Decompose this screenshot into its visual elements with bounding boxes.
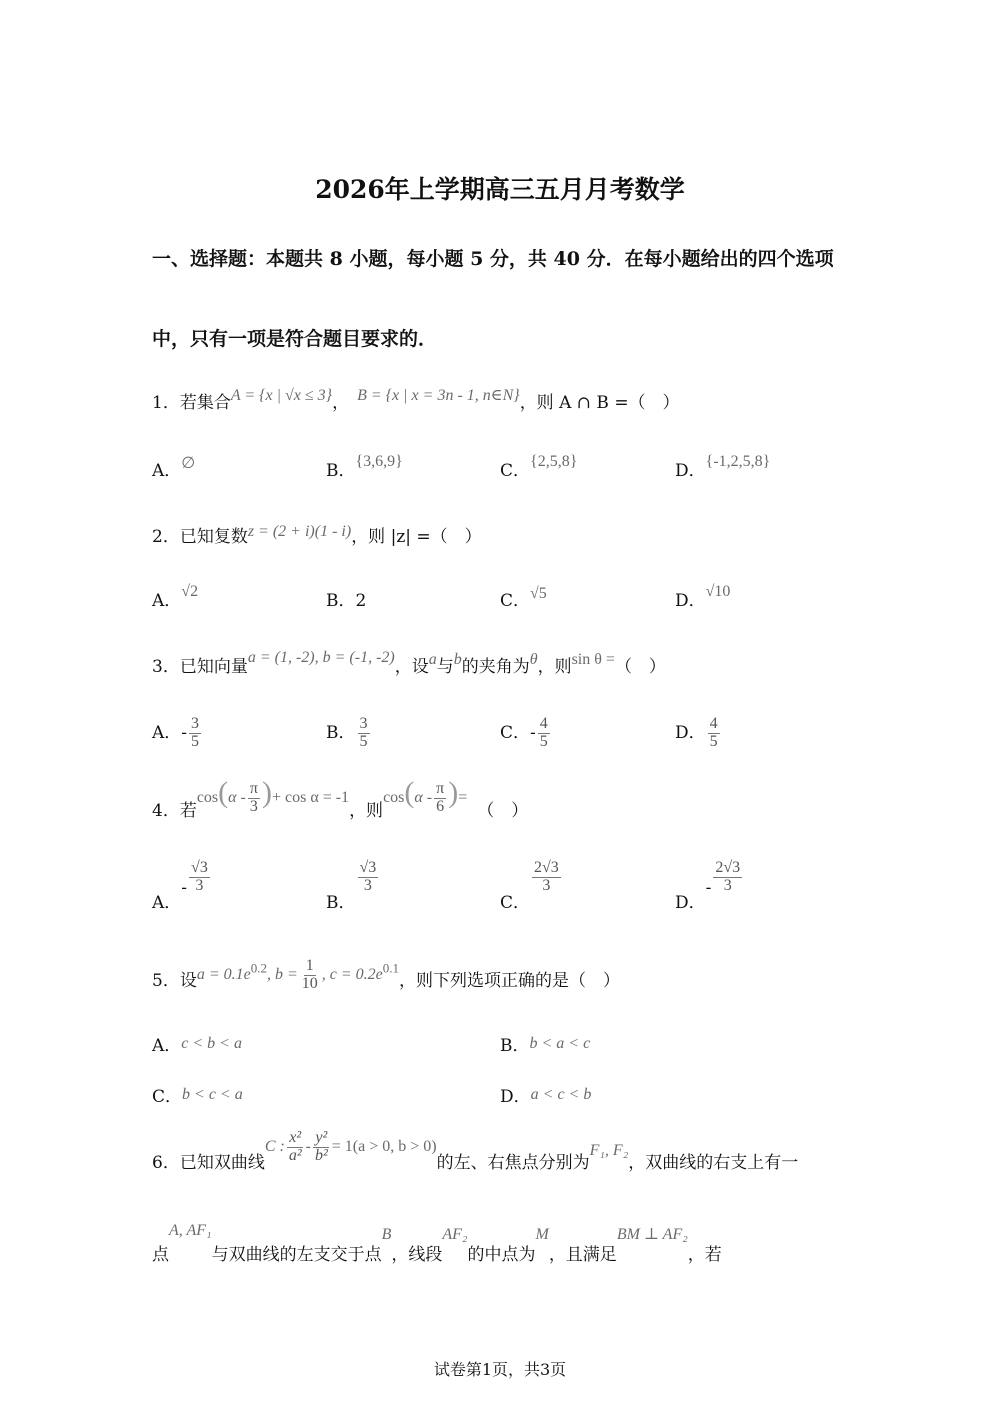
q3-option-d [675,704,722,751]
option-label: B． [326,461,356,481]
option-value: 2 [355,591,367,611]
q4-rest: + cos α = -1 [271,789,350,806]
option-label: C． [500,591,531,611]
option-sign: - [705,878,712,898]
option-value: c < b < a [181,1035,242,1052]
option-fraction [189,860,210,895]
option-fraction [708,716,720,751]
q4-suffix: （ ） [477,801,529,821]
option-label: D． [500,1087,531,1107]
q4-option-b [326,860,380,913]
fraction-denominator: a² [288,1146,302,1164]
q2-prefix: 2．已知复数 [152,527,248,547]
q3-prefix: 3．已知向量 [152,657,248,677]
q6-foci: F₁, F₂ [589,1142,629,1159]
section-heading-line1: 一、选择题：本题共 8 小题，每小题 5 分，共 40 分．在每小题给出的四个选项 [152,248,834,270]
fraction-denominator: 5 [709,733,718,750]
q5-prefix: 5．设 [152,971,197,991]
q5-b: , b = [266,965,298,983]
fraction-numerator: 1 [305,957,314,974]
fraction-denominator: 5 [191,733,200,750]
q4-option-d [675,860,744,913]
q5-c: , c = 0.2e [321,965,383,983]
q4-alpha: α - [414,789,433,806]
q6-minus: - [305,1137,311,1155]
q4-option-a [152,860,212,913]
q5-a-exponent: 0.2 [250,960,267,976]
option-fraction [358,860,379,895]
q4-alpha: α - [228,789,246,806]
q1-option-a [152,456,195,481]
option-fraction [532,860,561,895]
question-2 [152,522,482,547]
fraction-numerator: y² [315,1129,328,1146]
option-sign: - [181,723,188,743]
q4-option-c [500,860,563,913]
q6-text: ，且满足 [548,1245,617,1265]
q3-option-b [326,704,372,751]
fraction-numerator: x² [289,1129,302,1146]
q3-text: 的夹角为 [461,657,530,677]
option-label: B． [500,1036,530,1056]
q3-vectors: a = (1, -2), b = (-1, -2) [247,649,395,666]
option-value: b < a < c [529,1035,591,1052]
option-value: √10 [705,583,731,600]
option-value: {-1,2,5,8} [705,453,771,470]
fraction-numerator: √3 [191,859,208,876]
q1-set-b: B = {x | x = 3n - 1, n∈N} [357,387,520,404]
option-sign: - [181,878,188,898]
option-label: A． [152,723,182,743]
option-fraction [713,860,742,895]
fraction-numerator: √3 [359,859,377,876]
q5-c-exponent: 0.1 [382,960,400,976]
q6-text: 的左、右焦点分别为 [436,1153,590,1173]
q1-set-a: A = {x | √x ≤ 3} [230,387,333,404]
question-3 [152,649,666,677]
fraction-denominator: 10 [301,974,318,992]
option-label: A． [152,461,182,481]
question-5 [152,950,620,993]
q3-vector-b: b [453,651,462,668]
q5-option-d [500,1082,591,1107]
q5-fraction [300,958,320,993]
option-label: C． [500,723,531,743]
q6-text: ，双曲线的右支上有一 [628,1153,799,1173]
q6-y-fraction [313,1130,330,1165]
fraction-numerator: π [249,780,258,798]
question-1 [152,388,680,413]
q1-option-b [326,453,403,481]
fraction-denominator: 3 [723,876,732,894]
q2-option-c [500,586,547,611]
q2-option-a [152,583,199,611]
option-label: A． [152,893,182,913]
q3-option-c [500,704,552,751]
fraction-denominator: 5 [539,733,548,750]
option-value: {3,6,9} [355,453,403,470]
fraction-numerator: π [436,780,445,798]
q4-cos: cos [383,789,405,806]
q3-option-a [152,704,203,751]
option-fraction [538,716,550,751]
page-title: 2026年上学期高三五月月考数学 [315,175,685,204]
q6-perpendicular: BM ⊥ AF₂ [616,1226,688,1243]
q6-text: 的中点为 [467,1245,536,1265]
q3-text: ，设 [394,657,429,677]
q2-option-d [675,583,731,611]
option-label: D． [675,461,706,481]
fraction-denominator: 6 [436,797,445,815]
q1-prefix: 1．若集合 [152,393,231,413]
q6-text: ，线段 [391,1245,443,1265]
section-heading-line2: 中，只有一项是符合题目要求的． [152,328,438,350]
q3-sin-expr: sin θ = [571,651,615,668]
q6-prefix: 6．已知双曲线 [152,1153,265,1173]
question-6 [152,1126,798,1173]
fraction-denominator: 5 [359,733,368,750]
q1-suffix: ，则 A ∩ B =（ ） [519,393,680,413]
fraction-denominator: 3 [195,876,204,894]
q1-separator: ， [332,393,350,413]
q6-text: ，若 [687,1245,722,1265]
q5-option-c [152,1082,243,1107]
q5-option-b [500,1031,590,1056]
q4-fraction [434,781,446,816]
q6-x-fraction [287,1130,304,1165]
q4-equals: = [458,789,468,806]
option-label: C． [500,893,531,913]
q6-point-b: B [381,1226,392,1243]
q6-text: 点 [152,1245,169,1265]
q4-prefix: 4．若 [152,801,197,821]
option-label: A． [152,1036,182,1056]
q6-condition: = 1(a > 0, b > 0) [331,1137,437,1155]
q6-segment: AF₂ [442,1226,468,1243]
q3-theta: θ [529,651,538,668]
question-4 [152,770,528,821]
fraction-numerator: 2√3 [715,859,741,876]
q4-fraction [248,781,260,816]
q4-target-expr: cos(α - $\frac{\pi}{6}$ )= [383,776,468,815]
q5-option-a [152,1031,242,1056]
q4-given-expr: cos(α - $\frac{\pi}{3}$ )+ cos α = -1 [196,776,350,815]
fraction-numerator: 4 [709,715,718,733]
page-footer: 试卷第1页，共3页 [433,1360,567,1379]
option-fraction [189,716,201,751]
option-value: b < c < a [182,1086,243,1103]
option-sign: - [530,723,536,743]
q5-a: a = 0.1e [196,965,251,983]
option-label: B． [326,591,356,611]
question-6-line2 [152,1222,722,1265]
q5-expression [197,958,399,993]
option-label: D． [675,723,706,743]
fraction-denominator: 3 [249,797,258,815]
q4-text: ，则 [349,801,384,821]
option-value: √2 [181,583,199,600]
option-label: C． [500,461,531,481]
option-value: a < c < b [530,1086,592,1103]
option-value: {2,5,8} [530,453,578,470]
option-value: ∅ [181,455,196,472]
option-fraction [358,716,370,751]
q2-suffix: ，则 |z| =（ ） [351,527,482,547]
q6-points: A, AF₁ [169,1222,212,1239]
fraction-denominator: 3 [363,876,372,894]
q5-suffix: ，则下列选项正确的是（ ） [399,971,621,991]
q4-cos: cos [196,789,219,806]
q6-hyperbola [265,1130,437,1165]
q1-option-c [500,453,578,481]
fraction-numerator: 2√3 [534,859,559,876]
q2-expression: z = (2 + i)(1 - i) [247,523,352,540]
q2-option-b [326,586,366,611]
fraction-denominator: 3 [542,876,551,894]
option-label: D． [675,893,706,913]
q6-point-m: M [535,1226,549,1243]
option-label: D． [675,591,706,611]
q3-text: ，则 [537,657,572,677]
option-label: B． [326,893,356,913]
q6-text: 与双曲线的左支交于点 [211,1245,382,1265]
option-label: C． [152,1087,183,1107]
q3-vector-a: a [428,651,437,668]
q3-text: 与 [436,657,454,677]
fraction-numerator: 4 [539,715,548,733]
fraction-numerator: 3 [191,715,200,733]
fraction-denominator: b² [314,1146,328,1164]
option-value: √5 [530,585,547,602]
q1-option-d [675,453,771,481]
q6-curve-label: C : [264,1137,285,1155]
q3-suffix: （ ） [614,657,666,677]
option-label: B． [326,723,356,743]
option-label: A． [152,591,182,611]
fraction-numerator: 3 [359,715,368,733]
